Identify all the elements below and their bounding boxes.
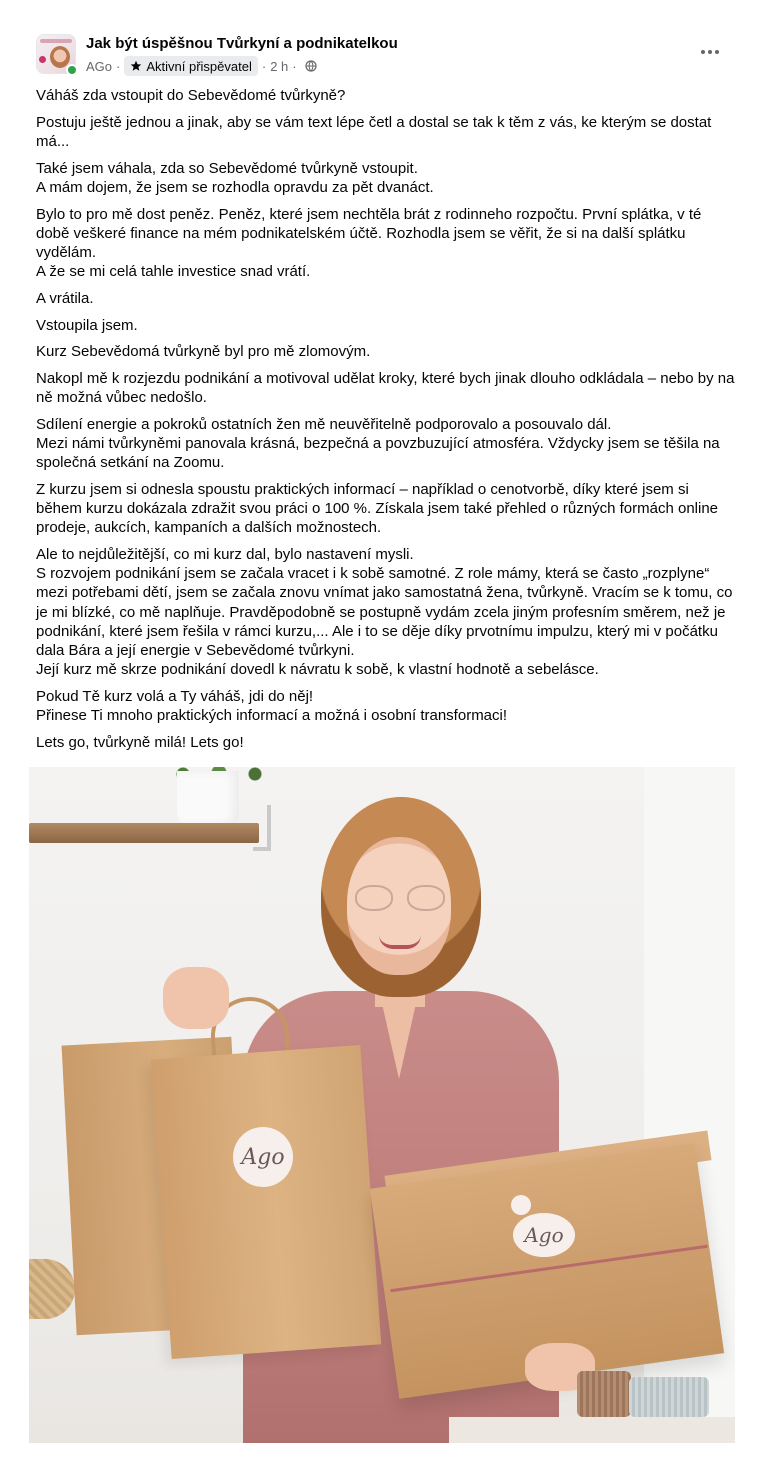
badge-label: Aktivní přispěvatel — [146, 58, 252, 74]
photo-twine-spool — [629, 1377, 709, 1417]
post-paragraph: Postuju ještě jednou a jinak, aby se vám text lépe četl a dostal se tak k těm z vás, ke kterým se dostat má... — [36, 113, 712, 150]
photo-woman-hand-left — [163, 967, 229, 1029]
photo-shelf-bracket — [253, 805, 271, 851]
group-avatar[interactable] — [36, 34, 76, 74]
globe-icon[interactable] — [305, 60, 317, 72]
post-paragraph: Lets go, tvůrkyně milá! Lets go! — [36, 733, 244, 751]
post-paragraph: Bylo to pro mě dost peněz. Peněz, které jsem nechtěla brát z rodinneho rozpočtu. První splátka, v té době veškeré finance na mém podnikatelském účtě. Rozhodla jsem se věřit, že si na další splátku vydělám. A že se mi celá tahle investice snad vrátí. — [36, 205, 702, 281]
post-paragraph: A vrátila. — [36, 289, 94, 307]
photo-paper-bag-front — [151, 1045, 381, 1359]
post-paragraph: Pokud Tě kurz volá a Ty váháš, jdi do něj! Přinese Ti mnoho praktických informací a možná i osobní transformaci! — [36, 687, 508, 725]
photo-basket — [29, 1259, 75, 1319]
photo-table — [449, 1417, 735, 1443]
star-badge-icon — [130, 60, 142, 72]
avatar-dot — [39, 56, 46, 63]
photo-twine-spool — [577, 1371, 631, 1417]
photo-woman-glasses — [355, 885, 445, 913]
photo-plant-pot — [177, 771, 239, 825]
post-paragraph: Ale to nejdůležitější, co mi kurz dal, bylo nastavení mysli. S rozvojem podnikání jsem se začala vracet i k sobě samotné. Z role mámy, která se často „rozplyne“ mezi potřebami dětí, jsem se začala znovu vnímat jako samostatná žena, tvůrkyně. Vracím se k tomu, co je mi blízké, co mě naplňuje. Pravděpodobně se postupně vydám zcela jiným profesním směrem, než je podnikání, které jsem řešila v rámci kurzu,... Ale i to se děje díky prvotnímu impulzu, který mi v počátku dala Bára a její energie v Sebevědomé tvůrkyni. Její kurz mě skrze podnikání dovedl k návratu k sobě, k vlastní hodnotě a sebelásce. — [36, 546, 733, 679]
post-paragraph: Z kurzu jsem si odnesla spoustu praktických informací – například o cenotvorbě, díky které jsem si během kurzu dokázala zdražit svou práci o 100 %. Získala jsem také přehled o různých formách online prodeje, aukcích, kampaních a dalších možnostech. — [36, 480, 719, 537]
more-dot — [701, 50, 705, 54]
post-paragraph: Sdílení energie a pokroků ostatních žen mě neuvěřitelně podporovalo a posouvalo dál. Mezi námi tvůrkyněmi panovala krásná, bezpečná a povzbuzující atmosféra. Vždycky jsem se těšila na společná setkání na Zoomu. — [36, 415, 720, 472]
post-meta — [86, 56, 317, 76]
photo-box-small-sticker — [511, 1195, 531, 1215]
photo-box-sticker: Ago — [513, 1213, 575, 1257]
post-timestamp[interactable]: 2 h — [270, 58, 289, 74]
post-text — [36, 86, 736, 760]
more-options-button[interactable] — [692, 38, 728, 66]
photo-bag-sticker: Ago — [233, 1127, 293, 1187]
post-paragraph: Váháš zda vstoupit do Sebevědomé tvůrkyně? — [36, 87, 346, 104]
meta-separator: · — [116, 58, 121, 74]
post-paragraph: Kurz Sebevědomá tvůrkyně byl pro mě zlomovým. — [36, 343, 371, 361]
group-name-link[interactable]: Jak být úspěšnou Tvůrkyní a podnikatelkou — [86, 35, 398, 52]
more-dot — [715, 50, 719, 54]
active-contributor-badge[interactable] — [124, 56, 258, 76]
post-photo[interactable] — [29, 767, 735, 1443]
online-status-dot — [66, 64, 78, 76]
post-header — [0, 0, 768, 84]
more-dot — [708, 50, 712, 54]
author-name-link[interactable]: AGo — [86, 58, 113, 74]
photo-shelf — [29, 823, 259, 843]
post-paragraph: Také jsem váhala, zda so Sebevědomé tvůrkyně vstoupit. A mám dojem, že jsem se rozhodla opravdu za pět dvanáct. — [36, 159, 434, 196]
post-paragraph: Vstoupila jsem. — [36, 316, 138, 334]
avatar-band — [40, 39, 72, 43]
meta-separator: · — [261, 58, 267, 74]
post-paragraph: Nakopl mě k rozjezdu podnikání a motivoval udělat kroky, které bych jinak dlouho odkládala – nebo by na ně možná vůbec nedošlo. — [36, 369, 735, 407]
meta-separator: · — [292, 58, 297, 74]
